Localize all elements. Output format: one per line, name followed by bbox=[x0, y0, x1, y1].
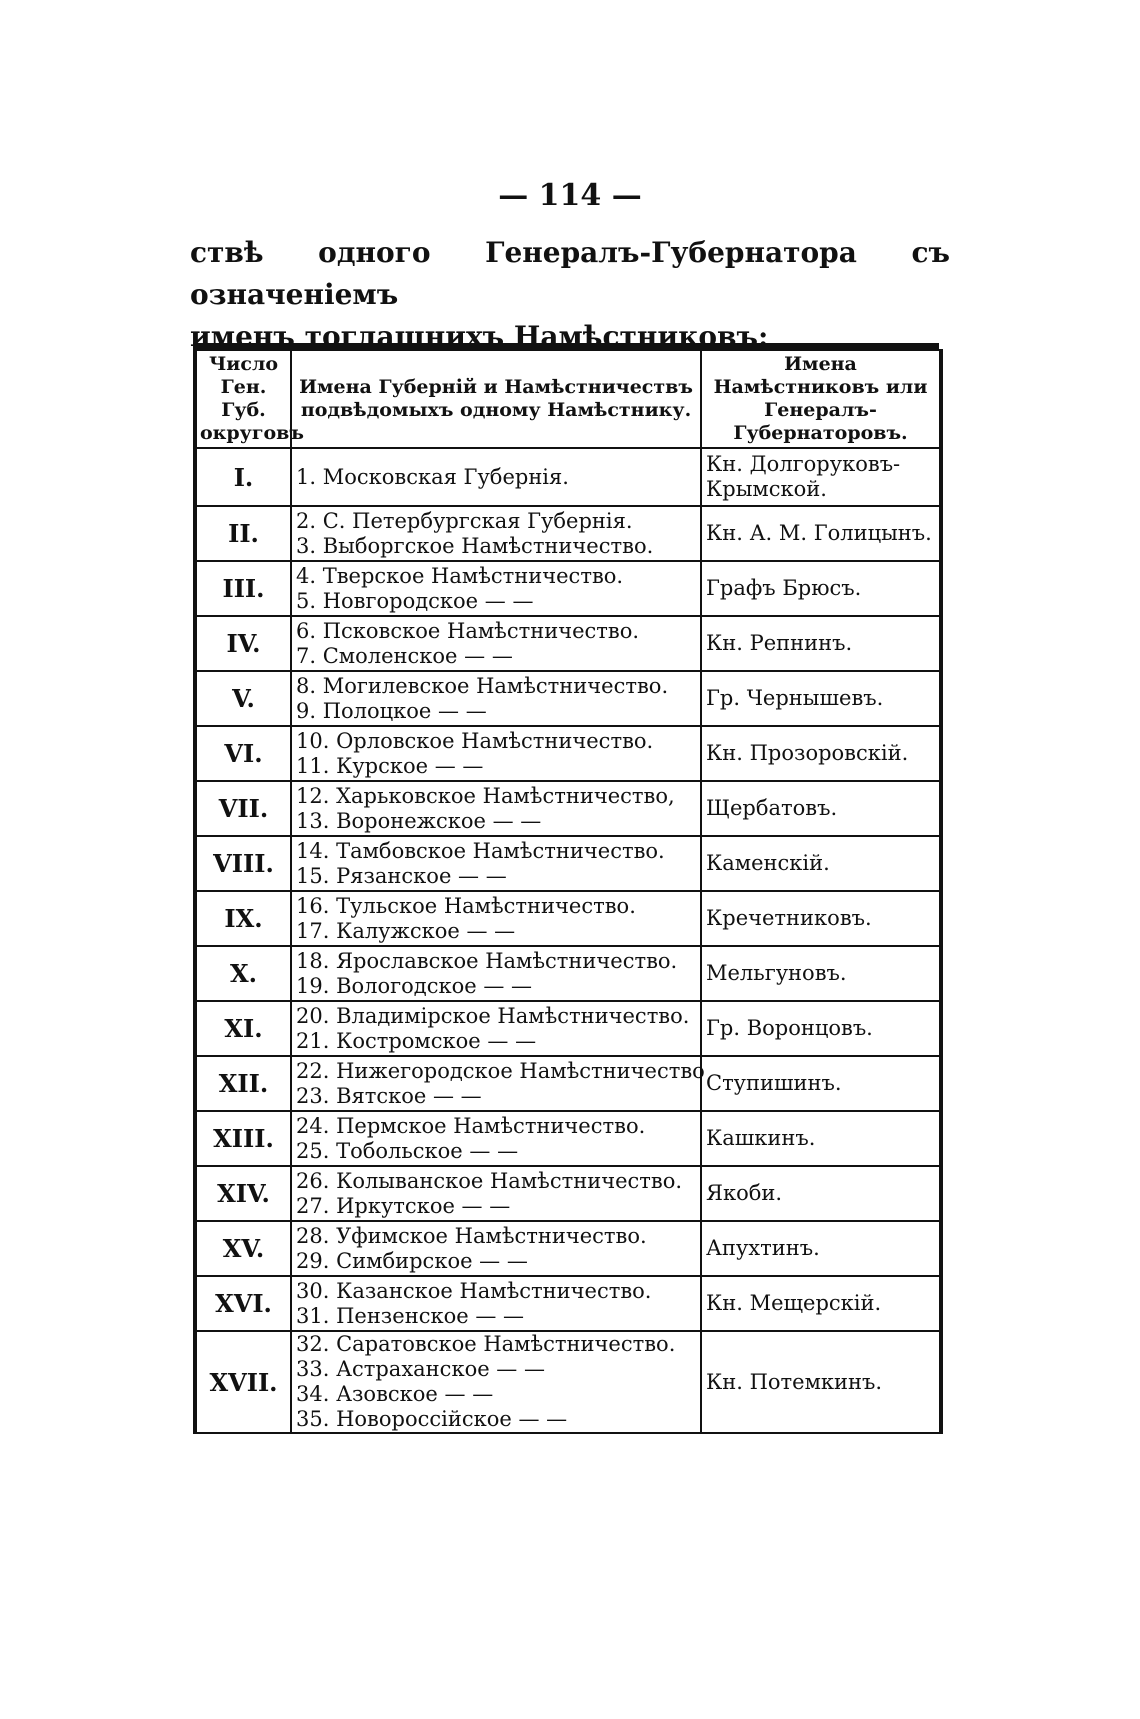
region-entry: 6. Псковское Намѣстничество. bbox=[296, 618, 640, 643]
region-entry: 13. Воронежское — — bbox=[296, 808, 542, 833]
district-numeral: XI. bbox=[195, 1001, 291, 1056]
table-row bbox=[195, 781, 941, 836]
region-entry: 35. Новороссійское — — bbox=[296, 1407, 568, 1431]
region-list bbox=[291, 781, 701, 836]
governor-name: Кн. Репнинъ. bbox=[701, 616, 941, 671]
governor-name: Кашкинъ. bbox=[701, 1111, 941, 1166]
region-list bbox=[291, 671, 701, 726]
table-row bbox=[195, 836, 941, 891]
region-entry: 20. Владимірское Намѣстничество. bbox=[296, 1003, 690, 1028]
governorship-table-frame bbox=[193, 343, 939, 1434]
district-numeral: VI. bbox=[195, 726, 291, 781]
district-numeral: IX. bbox=[195, 891, 291, 946]
region-entry: 7. Смоленское — — bbox=[296, 643, 513, 668]
district-numeral: I. bbox=[195, 448, 291, 506]
region-entry: 19. Вологодское — — bbox=[296, 973, 533, 998]
governor-name: Кн. Мещерскій. bbox=[701, 1276, 941, 1331]
region-list bbox=[291, 891, 701, 946]
governor-name: Кн. Прозоровскій. bbox=[701, 726, 941, 781]
header-governor-names: Имена Намѣстниковъ или Генералъ-Губернаторовъ. bbox=[701, 350, 941, 448]
region-entry: 14. Тамбовское Намѣстничество. bbox=[296, 838, 665, 863]
table-header-row bbox=[195, 350, 941, 448]
governor-name: Графъ Брюсъ. bbox=[701, 561, 941, 616]
district-numeral: III. bbox=[195, 561, 291, 616]
region-entry: 2. С. Петербургская Губернія. bbox=[296, 508, 633, 533]
page-number: — 114 — bbox=[498, 178, 642, 213]
governorship-table bbox=[193, 349, 943, 1434]
region-entry: 21. Костромское — — bbox=[296, 1028, 537, 1053]
region-entry: 10. Орловское Намѣстничество. bbox=[296, 728, 654, 753]
region-entry: 4. Тверское Намѣстничество. bbox=[296, 563, 624, 588]
governor-name: Гр. Воронцовъ. bbox=[701, 1001, 941, 1056]
district-numeral: IV. bbox=[195, 616, 291, 671]
district-numeral: XVII. bbox=[195, 1331, 291, 1433]
region-entry: 22. Нижегородское Намѣстничество bbox=[296, 1058, 705, 1083]
district-numeral: II. bbox=[195, 506, 291, 561]
governor-name: Кн. Долгоруковъ-Крымской. bbox=[701, 448, 941, 506]
region-entry: 23. Вятское — — bbox=[296, 1083, 482, 1108]
table-row bbox=[195, 1166, 941, 1221]
region-entry: 31. Пензенское — — bbox=[296, 1303, 524, 1328]
governor-name: Кн. Потемкинъ. bbox=[701, 1331, 941, 1433]
region-list bbox=[291, 726, 701, 781]
region-list bbox=[291, 1166, 701, 1221]
table-row bbox=[195, 1276, 941, 1331]
table-row bbox=[195, 1111, 941, 1166]
region-entry: 25. Тобольское — — bbox=[296, 1138, 519, 1163]
region-entry: 3. Выборгское Намѣстничество. bbox=[296, 533, 654, 558]
region-entry: 11. Курское — — bbox=[296, 753, 484, 778]
header-district-number: Число Ген. Губ. округовъ bbox=[195, 350, 291, 448]
governor-name: Кречетниковъ. bbox=[701, 891, 941, 946]
region-entry: 28. Уфимское Намѣстничество. bbox=[296, 1223, 647, 1248]
region-list bbox=[291, 946, 701, 1001]
region-entry: 24. Пермское Намѣстничество. bbox=[296, 1113, 646, 1138]
district-numeral: V. bbox=[195, 671, 291, 726]
governor-name: Ступишинъ. bbox=[701, 1056, 941, 1111]
governor-name: Кн. А. М. Голицынъ. bbox=[701, 506, 941, 561]
region-entry: 8. Могилевское Намѣстничество. bbox=[296, 673, 669, 698]
district-numeral: VIII. bbox=[195, 836, 291, 891]
governor-name: Гр. Чернышевъ. bbox=[701, 671, 941, 726]
region-list bbox=[291, 1276, 701, 1331]
table-row bbox=[195, 671, 941, 726]
table-row bbox=[195, 1056, 941, 1111]
region-entry: 15. Рязанское — — bbox=[296, 863, 507, 888]
district-numeral: XIV. bbox=[195, 1166, 291, 1221]
table-row bbox=[195, 1001, 941, 1056]
region-entry: 29. Симбирское — — bbox=[296, 1248, 528, 1273]
region-entry: 1. Московская Губернія. bbox=[296, 464, 569, 489]
region-list bbox=[291, 1001, 701, 1056]
district-numeral: XIII. bbox=[195, 1111, 291, 1166]
region-list bbox=[291, 506, 701, 561]
region-list bbox=[291, 836, 701, 891]
region-entry: 30. Казанское Намѣстничество. bbox=[296, 1278, 652, 1303]
region-entry: 9. Полоцкое — — bbox=[296, 698, 487, 723]
table-row bbox=[195, 1221, 941, 1276]
region-entry: 18. Ярославское Намѣстничество. bbox=[296, 948, 678, 973]
region-entry: 34. Азовское — — bbox=[296, 1382, 494, 1406]
district-numeral: VII. bbox=[195, 781, 291, 836]
region-entry: 32. Саратовское Намѣстничество. bbox=[296, 1332, 676, 1356]
region-entry: 26. Колыванское Намѣстничество. bbox=[296, 1168, 683, 1193]
table-row bbox=[195, 726, 941, 781]
governor-name: Якоби. bbox=[701, 1166, 941, 1221]
district-numeral: X. bbox=[195, 946, 291, 1001]
table-row bbox=[195, 1331, 941, 1433]
region-entry: 33. Астраханское — — bbox=[296, 1357, 545, 1381]
region-list bbox=[291, 1331, 701, 1433]
district-numeral: XVI. bbox=[195, 1276, 291, 1331]
region-entry: 5. Новгородское — — bbox=[296, 588, 534, 613]
governor-name: Щербатовъ. bbox=[701, 781, 941, 836]
table-row bbox=[195, 561, 941, 616]
governor-name: Мельгуновъ. bbox=[701, 946, 941, 1001]
table-row bbox=[195, 506, 941, 561]
table-body bbox=[195, 448, 941, 1433]
table-row bbox=[195, 891, 941, 946]
intro-paragraph bbox=[190, 232, 950, 358]
region-list bbox=[291, 561, 701, 616]
table-row bbox=[195, 448, 941, 506]
governor-name: Апухтинъ. bbox=[701, 1221, 941, 1276]
governor-name: Каменскій. bbox=[701, 836, 941, 891]
table-row bbox=[195, 946, 941, 1001]
region-entry: 27. Иркутское — — bbox=[296, 1193, 511, 1218]
region-entry: 16. Тульское Намѣстничество. bbox=[296, 893, 636, 918]
region-list bbox=[291, 616, 701, 671]
region-list bbox=[291, 1221, 701, 1276]
intro-line-2: именъ тогдашнихъ Намѣстниковъ: bbox=[190, 320, 769, 353]
table-row bbox=[195, 616, 941, 671]
region-list bbox=[291, 1056, 705, 1111]
region-list bbox=[291, 448, 701, 506]
district-numeral: XII. bbox=[195, 1056, 291, 1111]
district-numeral: XV. bbox=[195, 1221, 291, 1276]
region-entry: 17. Калужское — — bbox=[296, 918, 516, 943]
header-region-names: Имена Губерній и Намѣстничествъ подвѣдомыхъ одному Намѣстнику. bbox=[291, 350, 701, 448]
region-list bbox=[291, 1111, 701, 1166]
intro-line-1: ствѣ одного Генералъ-Губернатора съ означенiемъ bbox=[190, 236, 950, 311]
region-entry: 12. Харьковское Намѣстничество, bbox=[296, 783, 675, 808]
